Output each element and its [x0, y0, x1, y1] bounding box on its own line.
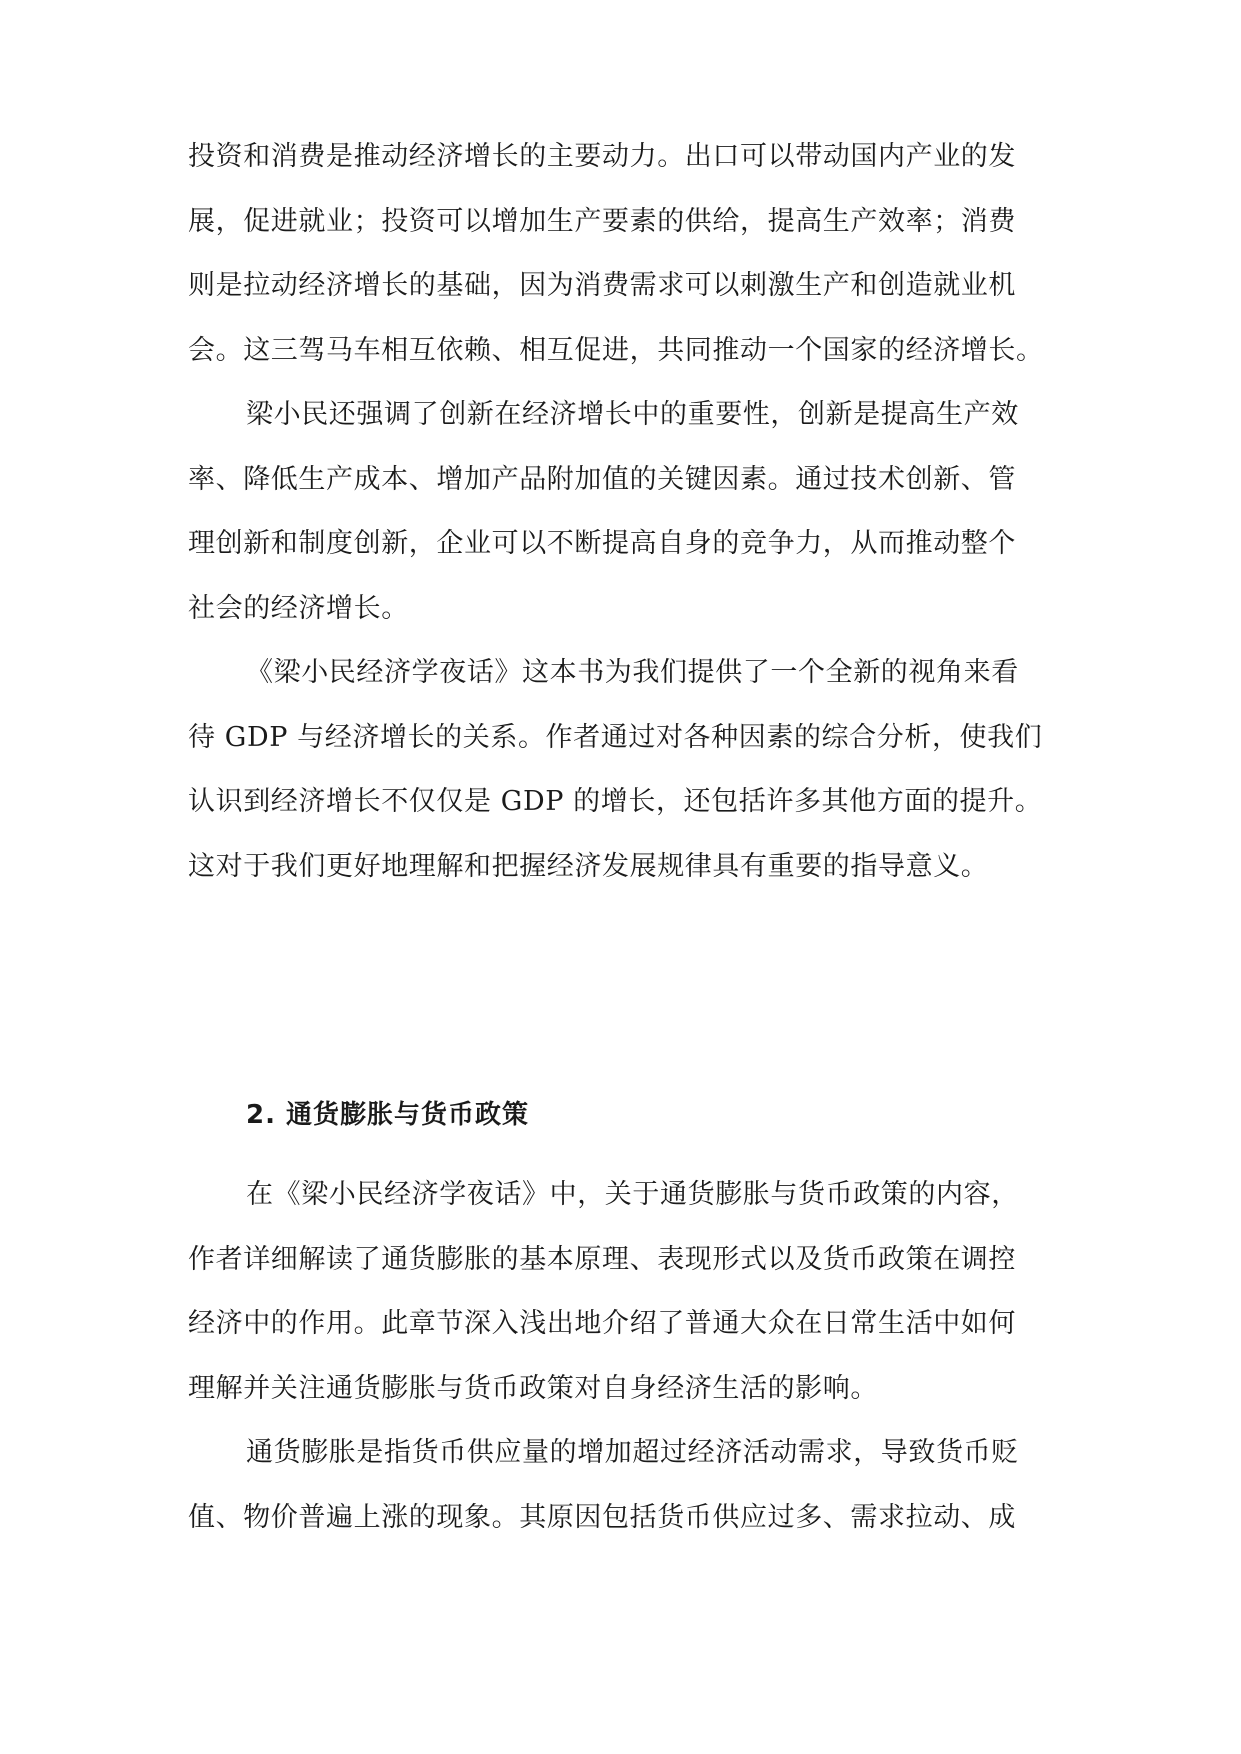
paragraph-inflation-intro	[188, 1163, 1058, 1421]
text-line: 待 GDP 与经济增长的关系。作者通过对各种因素的综合分析，使我们	[188, 721, 1043, 753]
text-line: 理解并关注通货膨胀与货币政策对自身经济生活的影响。	[188, 1372, 878, 1404]
text-line: 《梁小民经济学夜话》这本书为我们提供了一个全新的视角来看	[246, 657, 1019, 688]
text-line: 梁小民还强调了创新在经济增长中的重要性，创新是提高生产效	[246, 399, 1019, 430]
text-line: 理创新和制度创新，企业可以不断提高自身的竞争力，从而推动整个	[188, 528, 1016, 559]
paragraph-inflation-definition	[188, 1421, 1058, 1550]
text-line: 投资和消费是推动经济增长的主要动力。出口可以带动国内产业的发	[188, 141, 1016, 172]
text-line: 展，促进就业；投资可以增加生产要素的供给，提高生产效率；消费	[188, 205, 1016, 237]
text-line: 认识到经济增长不仅仅是 GDP 的增长，还包括许多其他方面的提升。	[188, 786, 1043, 817]
text-line: 值、物价普遍上涨的现象。其原因包括货币供应过多、需求拉动、成	[188, 1501, 1016, 1533]
text-line: 经济中的作用。此章节深入浅出地介绍了普通大众在日常生活中如何	[188, 1308, 1016, 1339]
text-line: 会。这三驾马车相互依赖、相互促进，共同推动一个国家的经济增长。	[188, 334, 1044, 366]
text-line: 率、降低生产成本、增加产品附加值的关键因素。通过技术创新、管	[188, 463, 1016, 495]
text-line: 这对于我们更好地理解和把握经济发展规律具有重要的指导意义。	[188, 850, 989, 882]
text-line: 在《梁小民经济学夜话》中，关于通货膨胀与货币政策的内容，	[246, 1179, 1019, 1210]
paragraph-innovation	[188, 383, 1058, 641]
paragraph-book-summary	[188, 641, 1058, 899]
text-line: 则是拉动经济增长的基础，因为消费需求可以刺激生产和创造就业机	[188, 270, 1016, 301]
text-line: 通货膨胀是指货币供应量的增加超过经济活动需求，导致货币贬	[246, 1437, 1019, 1468]
paragraph-three-drivers	[188, 125, 1058, 383]
section-heading: 2. 通货膨胀与货币政策	[246, 1100, 530, 1130]
text-line: 社会的经济增长。	[188, 592, 409, 624]
text-line: 作者详细解读了通货膨胀的基本原理、表现形式以及货币政策在调控	[188, 1243, 1016, 1275]
